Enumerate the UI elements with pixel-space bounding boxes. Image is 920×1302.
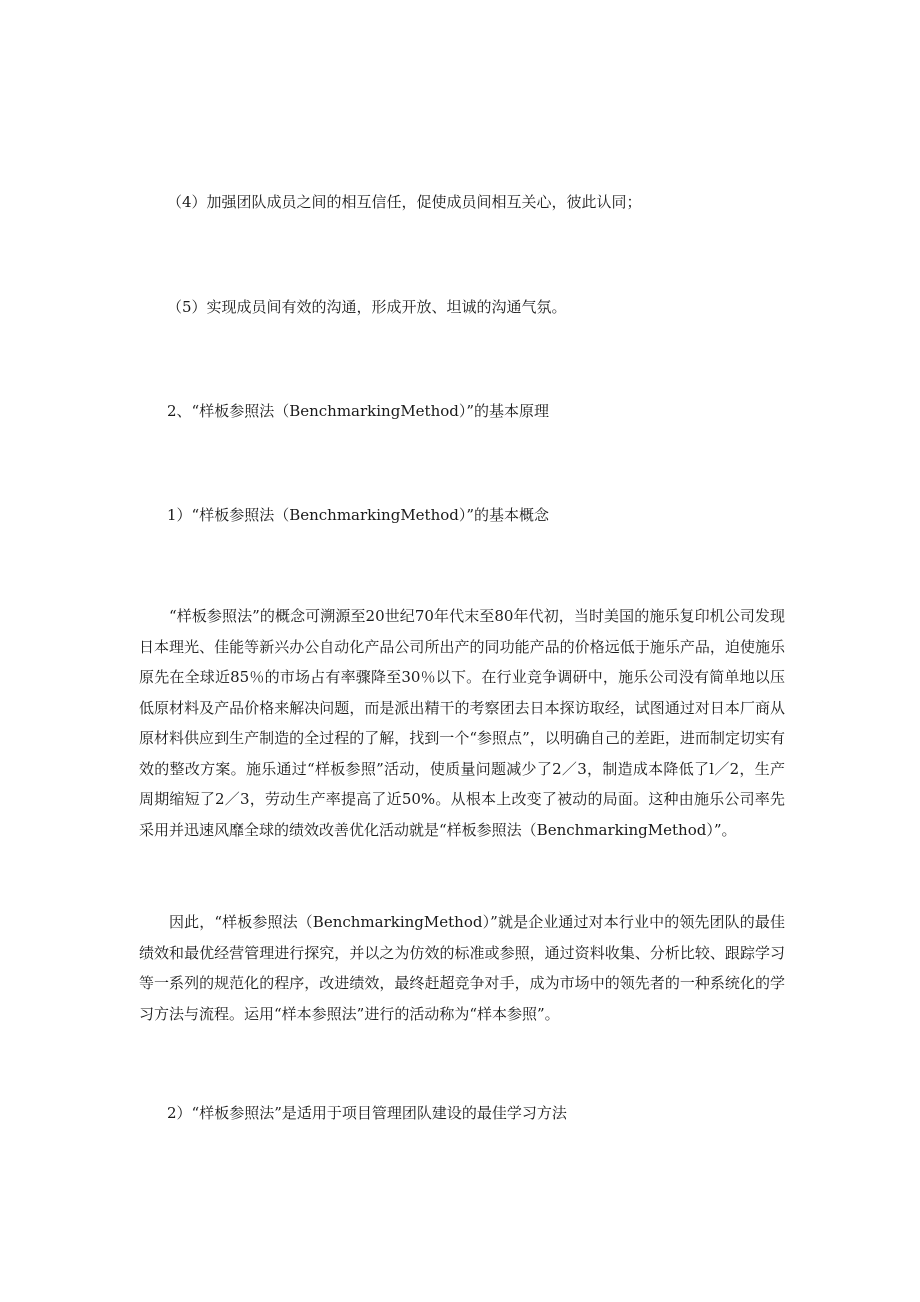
section-heading-2: 2、“样板参照法（BenchmarkingMethod）”的基本原理	[167, 402, 550, 420]
paragraph-benchmarking-definition: 因此，“样板参照法（BenchmarkingMethod）”就是企业通过对本行业中的领先团队的最佳绩效和最优经营管理进行探究，并以之为仿效的标准或参照，通过资料收集、分析比较、跟踪学习等一系列的规范化的程序，改进绩效，最终赶超竞争对手，成为市场中的领先者的一种系统化的学习方法与流程。运用“样本参照法”进行的活动称为“样本参照”。	[139, 913, 785, 1023]
paragraph-benchmarking-origin: “样板参照法”的概念可溯源至20世纪70年代末至80年代初，当时美国的施乐复印机公司发现日本理光、佳能等新兴办公自动化产品公司所出产的同功能产品的价格远低于施乐产品，迫使施乐原先在全球近85％的市场占有率骤降至30％以下。在行业竞争调研中，施乐公司没有简单地以压低原材料及产品价格来解决问题，而是派出精干的考察团去日本探访取经，试图通过对日本厂商从原材料供应到生产制造的全过程的了解，找到一个“参照点”，以明确自己的差距，进而制定切实有效的整改方案。施乐通过“样板参照”活动，使质量问题减少了2／3，制造成本降低了l／2，生产周期缩短了2／3，劳动生产率提高了近50%。从根本上改变了被动的局面。这种由施乐公司率先采用并迅速风靡全球的绩效改善优化活动就是“样板参照法（BenchmarkingMethod）”。	[139, 607, 785, 839]
subsection-heading-2: 2）“样板参照法”是适用于项目管理团队建设的最佳学习方法	[167, 1104, 567, 1122]
subsection-heading-1: 1）“样板参照法（BenchmarkingMethod）”的基本概念	[167, 506, 550, 524]
list-item-5: （5）实现成员间有效的沟通，形成开放、坦诚的沟通气氛。	[167, 298, 567, 316]
list-item-4: （4）加强团队成员之间的相互信任，促使成员间相互关心，彼此认同；	[167, 193, 642, 211]
